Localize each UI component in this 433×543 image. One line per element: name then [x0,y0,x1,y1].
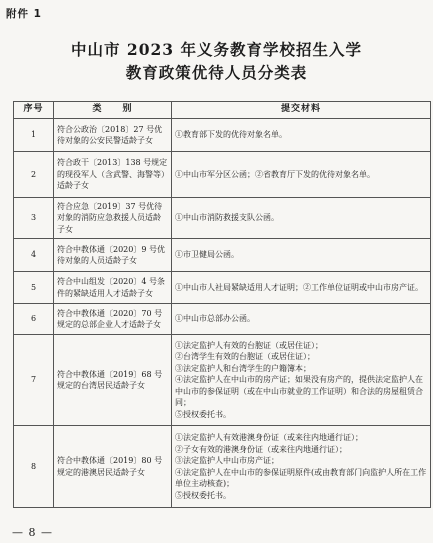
row-index: 6 [14,304,54,335]
table-row [14,426,431,508]
header-category: 类 别 [54,102,172,119]
material-item: ①中山市消防救援支队公函。 [175,213,279,223]
material-item: ③法定监护人和台湾学生的户籍簿本； [175,363,311,373]
page-title-line2: 教育政策优待人员分类表 [125,63,308,82]
table-row [14,335,431,426]
header-materials: 提交材料 [172,102,431,119]
row-category: 符合中教体通〔2020〕70 号规定的总部企业人才适龄子女 [54,304,172,335]
material-item: ③法定监护人中山市房产证； [175,456,279,465]
material-item: ②子女有效的港澳身份证（或来往内地通行证）； [175,444,347,454]
table-row [14,119,431,152]
row-category: 符合中教体通〔2019〕80 号规定的港澳居民适龄子女 [54,426,172,508]
row-materials [172,426,431,508]
material-item: ④法定监护人在中山市的房产证；如果没有房产的，提供法定监护人在中山市的参保证明（或在中山市就业的工作证明）和合法的房屋租赁合同； [175,375,423,408]
material-item: ①法定监护人有效的台胞证（或居住证）； [175,340,323,350]
material-item: ①中山市人社局紧缺适用人才证明；②工作单位证明或中山市房产证。 [175,282,423,292]
row-materials [172,152,431,198]
material-item: ①法定监护人有效港澳身份证（或来往内地通行证）； [175,433,363,442]
row-index: 2 [14,152,54,198]
table-header-row [14,102,431,119]
material-item: ①中山市总部办公函。 [175,314,255,324]
row-index: 3 [14,198,54,239]
row-materials [172,272,431,304]
row-category: 符合应急〔2019〕37 号优待对象的消防应急救援人员适龄子女 [54,198,172,239]
row-category: 符合中山组发〔2020〕4 号条件的紧缺适用人才适龄子女 [54,272,172,304]
material-item: ①市卫健局公函。 [175,250,239,260]
row-category: 符合公政治〔2018〕27 号优待对象的公安民警适龄子女 [54,119,172,152]
policy-table [13,101,431,508]
row-materials [172,304,431,335]
page-number: — 8 — [12,526,53,539]
row-index: 1 [14,119,54,152]
table-row [14,152,431,198]
page-title-line1: 中山市 2023 年义务教育学校招生入学 [71,40,362,59]
row-category: 符合中教体通〔2020〕9 号优待对象的人员适龄子女 [54,239,172,272]
header-index: 序号 [14,102,54,119]
table-row [14,239,431,272]
row-materials [172,239,431,272]
row-index: 4 [14,239,54,272]
material-item: ⑤授权委托书。 [175,409,231,419]
table-row [14,198,431,239]
row-category: 符合中教体通〔2019〕68 号规定的台湾居民适龄子女 [54,335,172,426]
material-item: ①教育部下发的优待对象名单。 [175,130,287,140]
table-row [14,304,431,335]
material-item: ②台湾学生有效的台胞证（或居住证）； [175,352,315,362]
row-category: 符合政干〔2013〕138 号规定的现役军人（含武警、海警等）适龄子女 [54,152,172,198]
row-materials [172,335,431,426]
material-item: ①中山市军分区公函；②省教育厅下发的优待对象名单。 [175,169,375,179]
material-item: ④法定监护人在中山市的参保证明原件(或由教育部门向监护人所在工作单位主动核查)； [175,467,427,488]
table-row [14,272,431,304]
material-item: ⑤授权委托书。 [175,490,231,500]
row-index: 5 [14,272,54,304]
row-materials [172,198,431,239]
row-materials [172,119,431,152]
row-index: 7 [14,335,54,426]
row-index: 8 [14,426,54,508]
annex-label: 附件 1 [6,8,42,20]
